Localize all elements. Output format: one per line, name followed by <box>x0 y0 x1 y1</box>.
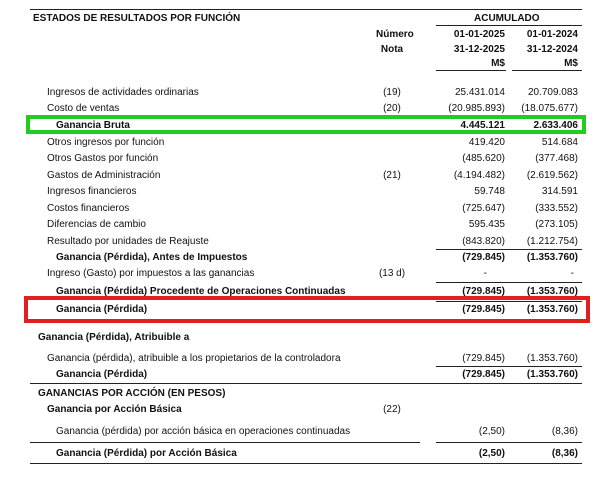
top-rule <box>30 9 582 10</box>
row-value-2025: (4.194.482) <box>453 170 505 181</box>
row-note: (19) <box>383 87 401 98</box>
row-value-2024: (273.105) <box>535 219 578 230</box>
subtotal-rule <box>436 249 582 250</box>
row-label: Resultado por unidades de Reajuste <box>47 236 209 247</box>
unit-rule-2025 <box>436 70 506 71</box>
row-value-2025: (2,50) <box>478 426 505 437</box>
row-value-2024: (1.212.754) <box>526 236 578 247</box>
row-value-2024: - <box>570 268 574 279</box>
row-value-2024: (1.353.760) <box>526 304 578 315</box>
section-heading: Ganancia (Pérdida), Atribuible a <box>38 332 190 343</box>
row-label: Ganancia (pérdida) por acción básica en operaciones continuadas <box>56 426 351 437</box>
group-rule <box>436 25 582 26</box>
row-value-2024: 20.709.083 <box>527 87 578 98</box>
row-label: Ingreso (Gasto) por impuestos a las ganancias <box>47 268 255 279</box>
row-value-2024: (8,36) <box>551 426 578 437</box>
row-value-2024: (377.468) <box>535 153 578 164</box>
row-label: Ganancia por Acción Básica <box>47 404 182 415</box>
row-note: (20) <box>383 103 401 114</box>
note-header-1: Número <box>376 29 414 40</box>
section-heading: GANANCIAS POR ACCIÓN (EN PESOS) <box>38 388 226 399</box>
row-value-2025: (485.620) <box>462 153 505 164</box>
row-value-2024: 2.633.406 <box>533 120 578 131</box>
row-value-2025: (729.845) <box>462 353 505 364</box>
row-note: (22) <box>383 404 401 415</box>
col-2024-from: 01-01-2024 <box>526 29 578 40</box>
row-value-2024: (1.353.760) <box>526 252 578 263</box>
row-label: Otros Gastos por función <box>47 153 159 164</box>
row-value-2025: 419.420 <box>468 137 505 148</box>
row-value-2025: 4.445.121 <box>460 120 505 131</box>
row-value-2024: (1.353.760) <box>526 286 578 297</box>
row-label: Ganancia (Pérdida) por Acción Básica <box>56 448 237 459</box>
row-label: Diferencias de cambio <box>47 219 146 230</box>
row-label: Ganancia (Pérdida) Procedente de Operaciones Continuadas <box>56 286 346 297</box>
col-2025-to: 31-12-2025 <box>453 44 505 55</box>
row-value-2025: (729.845) <box>462 369 505 380</box>
col-2025-unit: M$ <box>491 58 505 69</box>
subtotal-rule <box>436 282 582 283</box>
subtotal-rule <box>436 366 582 367</box>
row-label: Ganancia (Pérdida) <box>56 369 148 380</box>
row-value-2025: (729.845) <box>462 304 505 315</box>
note-header-2: Nota <box>380 44 404 55</box>
row-value-2024: (2.619.562) <box>526 170 578 181</box>
row-value-2025: 595.435 <box>468 219 505 230</box>
row-label: Ingresos de actividades ordinarias <box>47 87 199 98</box>
row-label: Ganancia (Pérdida), Antes de Impuestos <box>56 252 248 263</box>
subtotal-rule <box>436 442 582 443</box>
row-value-2024: 514.684 <box>541 137 578 148</box>
row-value-2025: (20.985.893) <box>448 103 505 114</box>
row-label: Gastos de Administración <box>47 170 161 181</box>
row-note: (21) <box>383 170 401 181</box>
col-2025-from: 01-01-2025 <box>453 29 505 40</box>
highlight-box-red <box>24 296 590 323</box>
row-label: Ingresos financieros <box>47 186 137 197</box>
row-value-2024: 314.591 <box>541 186 578 197</box>
row-label: Ganancia Bruta <box>56 120 130 131</box>
row-value-2025: (2,50) <box>478 448 505 459</box>
bottom-rule <box>30 463 582 464</box>
row-label: Ganancia (Pérdida) <box>56 304 148 315</box>
group-header: ACUMULADO <box>474 13 540 24</box>
row-value-2025: (725.647) <box>462 203 505 214</box>
row-note: (13 d) <box>378 268 406 279</box>
subtotal-rule-left <box>30 442 420 443</box>
row-value-2025: 25.431.014 <box>454 87 505 98</box>
row-value-2024: (18.075.677) <box>521 103 578 114</box>
row-value-2024: (1.353.760) <box>526 353 578 364</box>
col-2024-to: 31-12-2024 <box>526 44 578 55</box>
row-value-2025: (729.845) <box>462 252 505 263</box>
row-value-2025: - <box>483 268 487 279</box>
row-value-2024: (1.353.760) <box>526 369 578 380</box>
row-value-2025: (729.845) <box>462 286 505 297</box>
row-label: Costos financieros <box>47 203 130 214</box>
row-value-2024: (8,36) <box>551 448 578 459</box>
row-value-2025: (843.820) <box>462 236 505 247</box>
row-label: Costo de ventas <box>47 103 120 114</box>
col-2024-unit: M$ <box>564 58 578 69</box>
section-rule <box>30 383 582 384</box>
row-value-2025: 59.748 <box>474 186 505 197</box>
highlight-box-green <box>26 115 586 134</box>
unit-rule-2024 <box>512 70 582 71</box>
row-label: Otros ingresos por función <box>47 137 165 148</box>
page-title: ESTADOS DE RESULTADOS POR FUNCIÓN <box>33 13 241 24</box>
row-label: Ganancia (pérdida), atribuible a los propietarios de la controladora <box>47 353 341 364</box>
row-value-2024: (333.552) <box>535 203 578 214</box>
